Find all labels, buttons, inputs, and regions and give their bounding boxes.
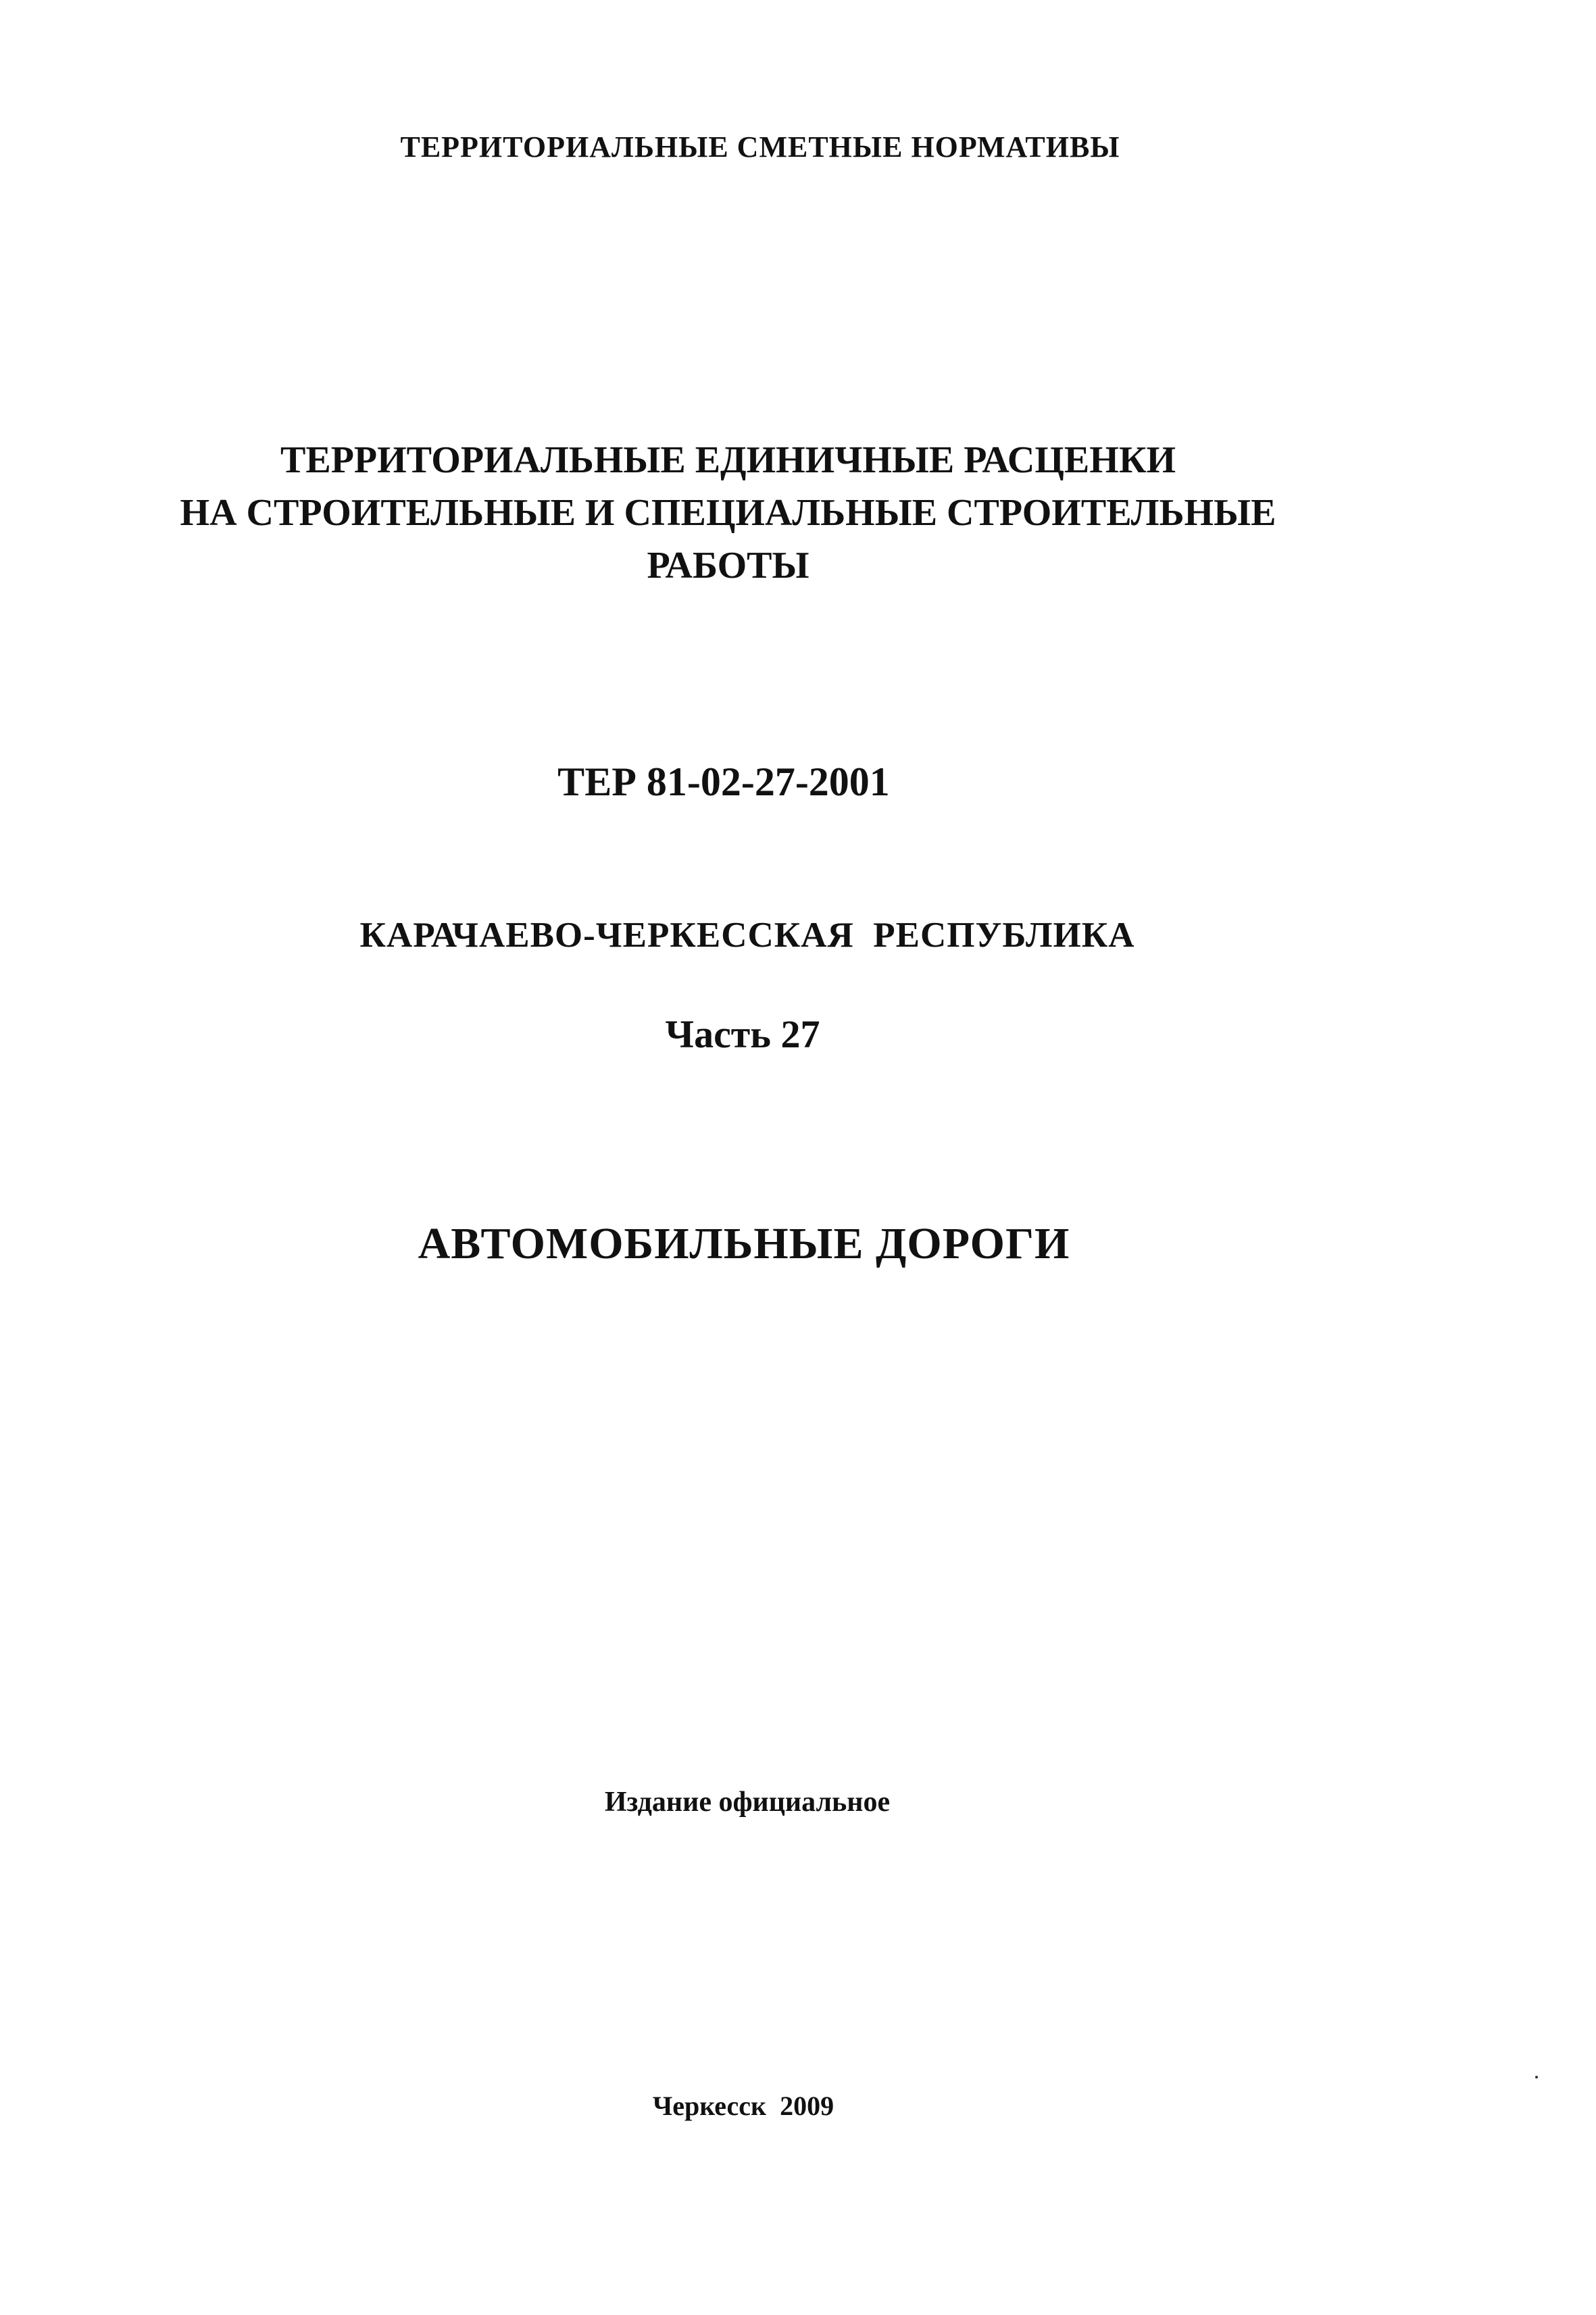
part-number: Часть 27 <box>665 1012 820 1056</box>
region-name: КАРАЧАЕВО-ЧЕРКЕССКАЯ РЕСПУБЛИКА <box>359 916 1135 955</box>
scan-speck <box>1535 2076 1538 2078</box>
document-title <box>0 434 1456 592</box>
edition-note: Издание официальное <box>604 1787 891 1818</box>
imprint-place-year: Черкесск 2009 <box>652 2091 834 2121</box>
document-code: ТЕР 81-02-27-2001 <box>557 760 890 804</box>
subject-heading: АВТОМОБИЛЬНЫЕ ДОРОГИ <box>418 1219 1070 1268</box>
title-line: РАБОТЫ <box>647 545 809 587</box>
series-heading: ТЕРРИТОРИАЛЬНЫЕ СМЕТНЫЕ НОРМАТИВЫ <box>400 130 1120 164</box>
title-line: ТЕРРИТОРИАЛЬНЫЕ ЕДИНИЧНЫЕ РАСЦЕНКИ <box>280 439 1176 481</box>
title-line: НА СТРОИТЕЛЬНЫЕ И СПЕЦИАЛЬНЫЕ СТРОИТЕЛЬНЫЕ <box>180 492 1276 534</box>
